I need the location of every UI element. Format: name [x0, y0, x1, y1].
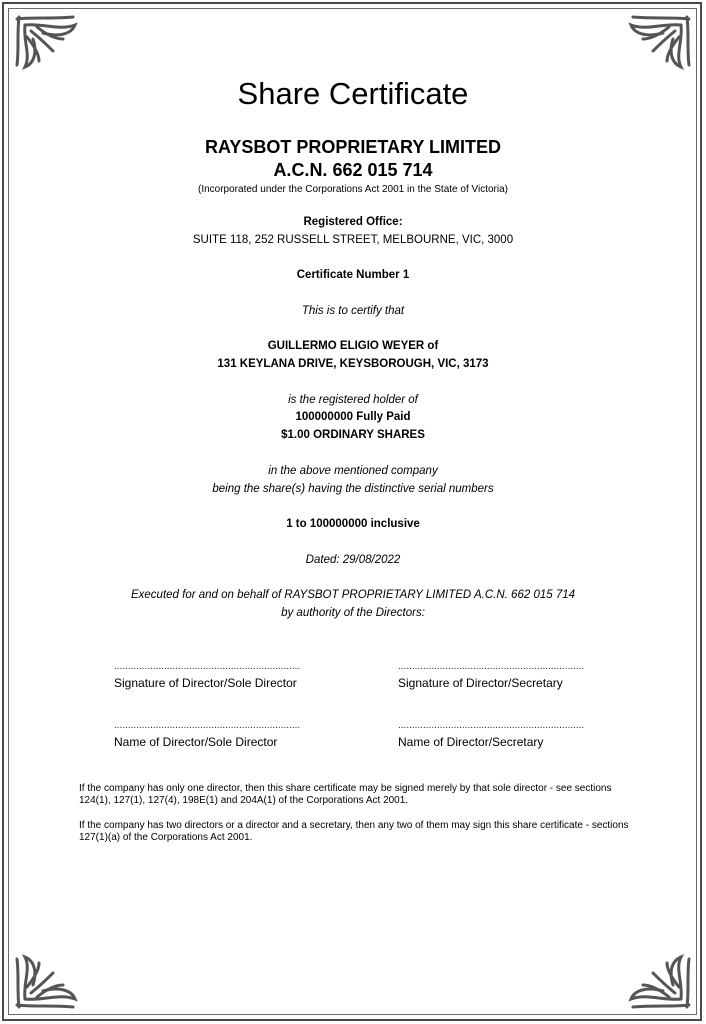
footnote-sole-director: If the company has only one director, then this share certificate may be signed merely by that sole director - see sections 124(1), 127(1), 127(4), 198E(1) and 204A(1) of the Corporations Act 2001.	[79, 783, 612, 806]
signature-block-director-secretary	[398, 662, 584, 690]
signature-label: Signature of Director/Secretary	[398, 676, 563, 690]
certificate-title: Share Certificate	[237, 76, 469, 111]
company-name: RAYSBOT PROPRIETARY LIMITED	[204, 137, 502, 157]
signature-block-director-sole	[114, 662, 300, 690]
shares-class: $1.00 ORDINARY SHARES	[281, 429, 425, 441]
holder-address: 131 KEYLANA DRIVE, KEYSBOROUGH, VIC, 3173	[217, 358, 489, 370]
name-line: ...................................................................	[114, 720, 301, 731]
name-label: Name of Director/Secretary	[398, 735, 544, 749]
dated-text: Dated: 29/08/2022	[305, 554, 401, 566]
signature-line: ...................................................................	[398, 661, 585, 672]
holder-name: GUILLERMO ELIGIO WEYER of	[267, 340, 439, 352]
corner-ornament-icon	[625, 13, 693, 71]
signature-label: Signature of Director/Sole Director	[114, 676, 297, 690]
executed-text: Executed for and on behalf of RAYSBOT PROPRIETARY LIMITED A.C.N. 662 015 714	[130, 589, 576, 601]
name-line: ...................................................................	[398, 720, 585, 731]
name-label: Name of Director/Sole Director	[114, 735, 278, 749]
above-text: in the above mentioned company	[268, 465, 438, 477]
name-block-director-sole	[114, 721, 300, 749]
registered-holder-text: is the registered holder of	[288, 394, 418, 406]
name-block-director-secretary	[398, 721, 584, 749]
incorporation-note: (Incorporated under the Corporations Act 2001 in the State of Victoria)	[198, 184, 508, 195]
shares-count: 100000000 Fully Paid	[295, 411, 411, 423]
registered-office-label: Registered Office:	[303, 216, 403, 228]
corner-ornament-icon	[13, 953, 81, 1011]
footnote-two-directors: If the company has two directors or a director and a secretary, then any two of them may sign this share certificate - sections 127(1)(a) of the Corporations Act 2001.	[79, 820, 629, 843]
certificate-number: Certificate Number 1	[296, 269, 410, 281]
company-acn: A.C.N. 662 015 714	[273, 160, 433, 180]
serial-range: 1 to 100000000 inclusive	[286, 518, 420, 530]
corner-ornament-icon	[625, 953, 693, 1011]
corner-ornament-icon	[13, 13, 81, 71]
serial-text: being the share(s) having the distinctive serial numbers	[212, 483, 494, 495]
signature-line: ...................................................................	[114, 661, 301, 672]
authority-text: by authority of the Directors:	[281, 607, 425, 619]
certify-text: This is to certify that	[301, 305, 405, 317]
registered-office-address: SUITE 118, 252 RUSSELL STREET, MELBOURNE, VIC, 3000	[192, 234, 514, 246]
